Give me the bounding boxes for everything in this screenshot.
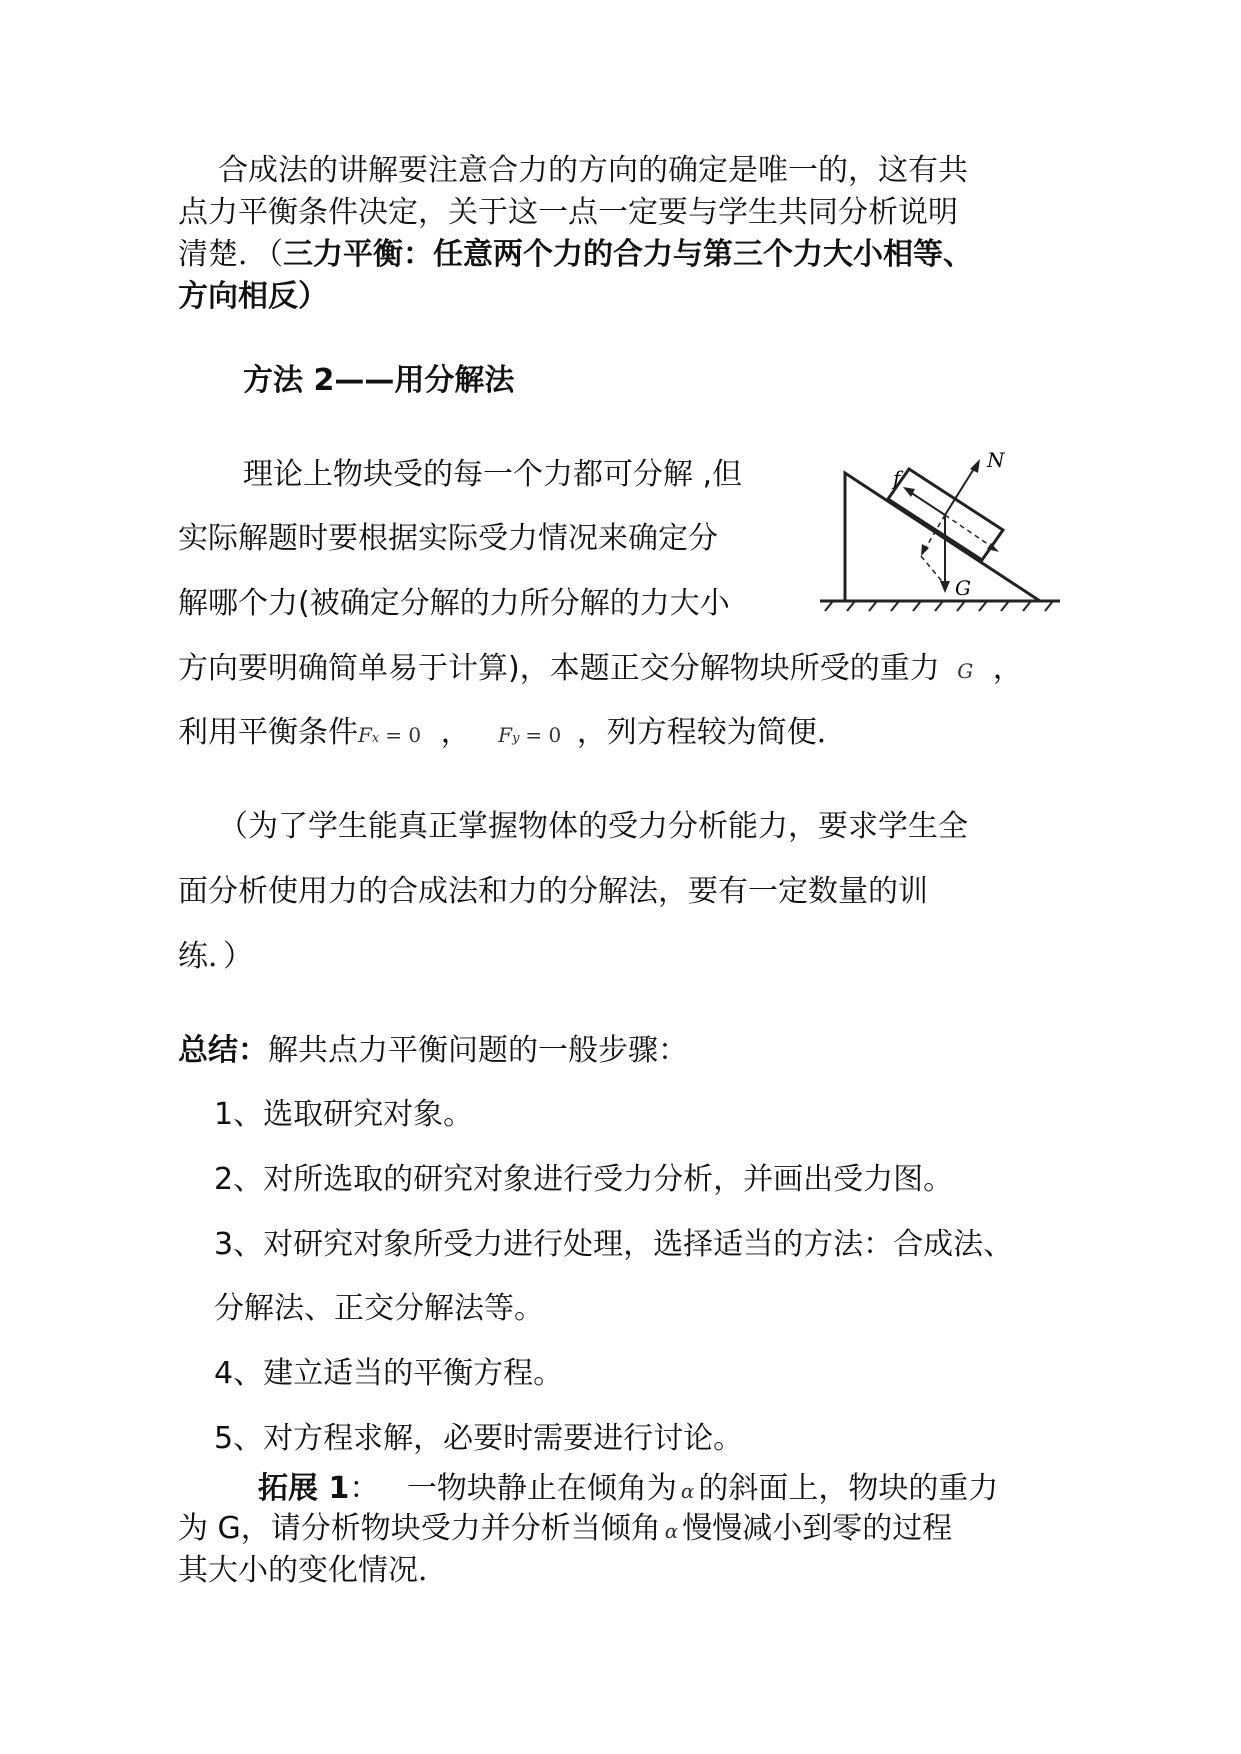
gravity-symbol: G xyxy=(957,659,974,683)
decomp-line-5-sep: ， xyxy=(440,715,471,750)
extension-line-1-end: 的斜面上，物块的重力 xyxy=(698,1471,999,1506)
eq1-rhs: = 0 xyxy=(385,723,422,747)
eq1-var: F xyxy=(358,723,372,747)
intro-line-3-bold: 三力平衡：任意两个力的合力与第三个力大小相等、 xyxy=(283,237,973,272)
decomp-line-5-start: 利用平衡条件 xyxy=(178,715,358,750)
intro-line-3-plain: 清楚．（ xyxy=(178,237,283,272)
eq2-var: F xyxy=(498,723,513,747)
decomp-line-4 xyxy=(178,650,1023,690)
note-line-2: 面分析使用力的合成法和力的分解法，要有一定数量的训 xyxy=(178,874,928,909)
summary-step: 分解法、正交分解法等。 xyxy=(214,1291,544,1326)
summary-step: 1、选取研究对象。 xyxy=(214,1097,474,1132)
summary-step: 2、对所选取的研究对象进行受力分析，并画出受力图。 xyxy=(214,1162,954,1197)
extension-line-1 xyxy=(258,1470,998,1510)
extension-line-1-text: 一物块静止在倾角为 xyxy=(406,1471,677,1506)
intro-line-2: 点力平衡条件决定，关于这一点一定要与学生共同分析说明 xyxy=(178,195,958,230)
normal-label: N xyxy=(987,448,1005,472)
extension-colon: ： xyxy=(349,1471,380,1506)
summary-text: 解共点力平衡问题的一般步骤： xyxy=(268,1033,688,1068)
gravity-label: G xyxy=(955,576,971,600)
summary-label: 总结： xyxy=(178,1033,268,1068)
intro-line-4: 方向相反） xyxy=(178,279,328,314)
extension-line-2-end: 慢慢减小到零的过程 xyxy=(682,1511,953,1546)
intro-line-1: 合成法的讲解要注意合力的方向的确定是唯一的，这有共 xyxy=(218,153,968,188)
alpha-symbol: α xyxy=(664,1519,679,1543)
friction-label: f xyxy=(893,466,901,490)
eq1-sub: x xyxy=(371,731,380,746)
summary-step: 4、建立适当的平衡方程。 xyxy=(214,1356,564,1391)
eq2-sub: y xyxy=(512,731,520,746)
decomp-line-3: 解哪个力(被确定分解的力所分解的力大小 xyxy=(178,586,730,621)
note-line-3: 练．） xyxy=(178,939,253,974)
summary-step: 5、对方程求解，必要时需要进行讨论。 xyxy=(214,1421,744,1456)
decomp-line-5 xyxy=(178,714,847,758)
extension-line-2-start: 为 G，请分析物块受力并分析当倾角 xyxy=(178,1511,661,1546)
method2-heading: 方法 2——用分解法 xyxy=(243,363,515,398)
incline-force-diagram xyxy=(815,445,1075,620)
extension-line-3: 其大小的变化情况． xyxy=(178,1553,448,1588)
alpha-symbol: α xyxy=(680,1479,695,1503)
decomp-line-5-end: ，列方程较为简便． xyxy=(576,715,847,750)
decomp-line-4-end: ， xyxy=(992,651,1023,686)
summary-step: 3、对研究对象所受力进行处理，选择适当的方法：合成法、 xyxy=(214,1227,1014,1262)
note-line-1: （为了学生能真正掌握物体的受力分析能力，要求学生全 xyxy=(218,809,968,844)
decomp-line-2: 实际解题时要根据实际受力情况来确定分 xyxy=(178,521,718,556)
decomp-line-4-text: 方向要明确简单易于计算)，本题正交分解物块所受的重力 xyxy=(178,651,940,686)
summary-heading xyxy=(178,1032,688,1070)
decomp-line-1: 理论上物块受的每一个力都可分解 ,但 xyxy=(243,457,743,492)
extension-line-2 xyxy=(178,1510,952,1550)
extension-label: 拓展 1 xyxy=(258,1471,350,1506)
eq2-rhs: = 0 xyxy=(525,723,562,747)
intro-line-3 xyxy=(178,236,973,274)
